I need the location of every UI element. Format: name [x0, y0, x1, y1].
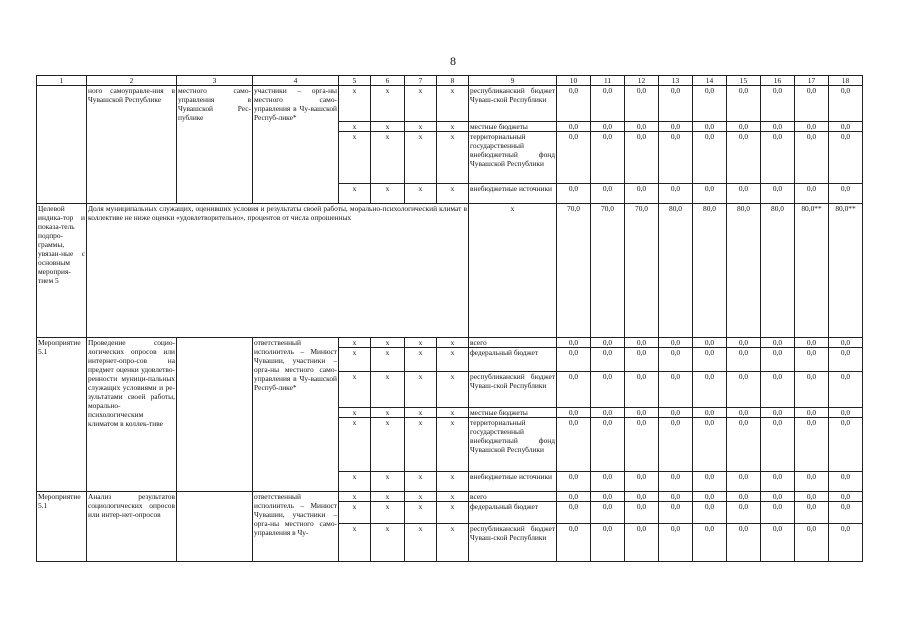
value-cell: 0,0	[591, 348, 625, 372]
funding-source: республиканский бюджет Чуваш-ской Республики	[469, 372, 557, 408]
value-cell: 0,0	[557, 338, 591, 348]
value-cell: 0,0	[727, 472, 761, 492]
value-cell: 0,0	[591, 408, 625, 418]
mark-cell: x	[437, 492, 469, 502]
header-cell: 15	[727, 76, 761, 86]
funding-source: территориальный государственный внебюджетный фонд Чувашской Республики	[469, 418, 557, 472]
value-cell: 0,0	[795, 338, 829, 348]
value-cell: 0,0	[761, 524, 795, 562]
participants-cell: ответственный исполнитель – Минюст Чувашии, участники – орга-ны местного само-управления в Чу-	[253, 492, 339, 562]
value-cell: 0,0	[693, 132, 727, 184]
mark-cell: x	[437, 122, 469, 132]
header-cell: 9	[469, 76, 557, 86]
value-cell: 0,0	[761, 132, 795, 184]
value-cell: 0,0	[829, 408, 863, 418]
value-cell: 0,0	[591, 338, 625, 348]
header-cell: 18	[829, 76, 863, 86]
funding-source: территориальный государственный внебюджетный фонд Чувашской Республики	[469, 132, 557, 184]
header-cell: 3	[177, 76, 253, 86]
value-cell: 0,0	[761, 348, 795, 372]
value-cell: 0,0	[591, 524, 625, 562]
mark-cell: x	[437, 524, 469, 562]
value-cell: 0,0	[557, 86, 591, 122]
mark-cell: x	[339, 372, 371, 408]
mark-cell: x	[405, 472, 437, 492]
value-cell: 70,0	[591, 204, 625, 338]
indicator-label: Целевой индика-тор и показа-тель подпро-граммы, увязан-ные с основным мероприя-тием 5	[37, 204, 87, 338]
value-cell: 0,0	[727, 338, 761, 348]
value-cell: 0,0	[727, 524, 761, 562]
funding-source: местные бюджеты	[469, 408, 557, 418]
funding-source: внебюджетные источники	[469, 184, 557, 204]
mark-cell: x	[405, 132, 437, 184]
value-cell: 0,0	[795, 472, 829, 492]
value-cell: 0,0	[795, 372, 829, 408]
executor-empty	[177, 492, 253, 562]
value-cell: 0,0	[727, 408, 761, 418]
mark-cell: x	[405, 348, 437, 372]
mark-cell: x	[339, 472, 371, 492]
indicator-text: Доля муниципальных служащих, оценивших условия и результаты своей работы, морально-психологический климат в коллективе не ниже оценки «удовлетворительно», процентов от числа опрошенных	[87, 204, 469, 338]
mark-cell: x	[405, 502, 437, 524]
header-cell: 8	[437, 76, 469, 86]
value-cell: 0,0	[727, 132, 761, 184]
value-cell: 0,0	[625, 524, 659, 562]
value-cell: 0,0	[591, 132, 625, 184]
mark-cell: x	[371, 408, 405, 418]
value-cell: 0,0	[557, 472, 591, 492]
mark-cell: x	[405, 122, 437, 132]
value-cell: 0,0	[795, 86, 829, 122]
value-cell: 0,0	[693, 472, 727, 492]
value-cell: 0,0	[727, 86, 761, 122]
mark-cell: x	[339, 502, 371, 524]
value-cell: 0,0	[829, 338, 863, 348]
participants-cell: ответственный исполнитель – Минюст Чувашии, участники – орга-ны местного само-управления в Чу-вашской Респуб-лике*	[253, 338, 339, 492]
value-cell: 0,0	[659, 502, 693, 524]
value-cell: 0,0	[829, 184, 863, 204]
value-cell: 0,0	[591, 372, 625, 408]
header-cell: 11	[591, 76, 625, 86]
value-cell: 0,0	[659, 348, 693, 372]
header-cell: 16	[761, 76, 795, 86]
mark-cell: x	[371, 524, 405, 562]
indicator-row	[37, 204, 863, 338]
mark-cell: x	[371, 418, 405, 472]
value-cell: 80,0	[693, 204, 727, 338]
mark-cell: x	[437, 502, 469, 524]
value-cell: 0,0	[659, 524, 693, 562]
value-cell: 0,0	[795, 184, 829, 204]
value-cell: 0,0	[591, 86, 625, 122]
mark-cell: x	[371, 472, 405, 492]
value-cell: 0,0	[659, 338, 693, 348]
funding-source: внебюджетные источники	[469, 472, 557, 492]
value-cell: 0,0	[693, 372, 727, 408]
funding-source: федеральный бюджет	[469, 348, 557, 372]
value-cell: 0,0	[591, 502, 625, 524]
value-cell: 0,0	[761, 502, 795, 524]
value-cell: 0,0	[557, 418, 591, 472]
value-cell: 0,0	[557, 408, 591, 418]
mark-cell: x	[437, 372, 469, 408]
mark-cell: x	[339, 348, 371, 372]
value-cell: 0,0	[591, 184, 625, 204]
value-cell: 0,0	[625, 372, 659, 408]
value-cell: 0,0	[795, 524, 829, 562]
value-cell: 0,0	[829, 372, 863, 408]
mark-cell: x	[437, 472, 469, 492]
funding-source: всего	[469, 338, 557, 348]
header-cell: 6	[371, 76, 405, 86]
measure-title: ного самоуправле-ния в Чувашской Республике	[87, 86, 177, 204]
value-cell: 0,0	[625, 184, 659, 204]
mark-cell: x	[339, 408, 371, 418]
value-cell: 0,0	[727, 122, 761, 132]
value-cell: 0,0	[761, 418, 795, 472]
mark-cell: x	[437, 184, 469, 204]
value-cell: 80,0	[761, 204, 795, 338]
mark-cell: x	[437, 418, 469, 472]
executor-empty	[177, 338, 253, 492]
value-cell: 0,0	[659, 132, 693, 184]
value-cell: 0,0	[659, 86, 693, 122]
mark-cell: x	[405, 86, 437, 122]
value-cell: 0,0	[557, 502, 591, 524]
value-cell: 0,0	[829, 418, 863, 472]
program-table	[36, 75, 863, 562]
value-cell: 0,0	[761, 408, 795, 418]
header-cell: 17	[795, 76, 829, 86]
mark-cell: x	[371, 502, 405, 524]
mark-cell: x	[371, 184, 405, 204]
value-cell: 0,0	[693, 348, 727, 372]
value-cell: 0,0	[761, 86, 795, 122]
value-cell: 0,0	[795, 122, 829, 132]
value-cell: 0,0	[829, 524, 863, 562]
header-cell: 7	[405, 76, 437, 86]
value-cell: 0,0	[727, 418, 761, 472]
mark-cell: x	[405, 524, 437, 562]
value-cell: 0,0	[829, 86, 863, 122]
mark-cell: x	[437, 348, 469, 372]
mark-cell: x	[405, 372, 437, 408]
value-cell: 0,0	[659, 372, 693, 408]
value-cell: 0,0	[693, 502, 727, 524]
value-cell: 0,0	[625, 122, 659, 132]
mark-cell: x	[339, 132, 371, 184]
value-cell: 0,0	[557, 372, 591, 408]
value-cell: 0,0	[625, 338, 659, 348]
value-cell: 0,0	[625, 418, 659, 472]
mark-cell: x	[405, 408, 437, 418]
mark-cell: x	[437, 86, 469, 122]
table-row	[37, 86, 863, 122]
header-cell: 14	[693, 76, 727, 86]
mark-cell: x	[339, 338, 371, 348]
value-cell: 0,0	[693, 338, 727, 348]
measure-label: Мероприятие 5.1	[37, 492, 87, 562]
value-cell: 0,0	[727, 348, 761, 372]
value-cell: 0,0	[761, 184, 795, 204]
mark-cell: x	[371, 132, 405, 184]
value-cell: 0,0	[693, 408, 727, 418]
value-cell: 0,0	[727, 492, 761, 502]
value-cell: 0,0	[829, 122, 863, 132]
value-cell: 0,0	[761, 122, 795, 132]
value-cell: 80,0	[659, 204, 693, 338]
mark-cell: x	[371, 348, 405, 372]
value-cell: 70,0	[557, 204, 591, 338]
header-cell: 5	[339, 76, 371, 86]
mark-cell: x	[339, 492, 371, 502]
value-cell: 0,0	[557, 132, 591, 184]
mark-cell: x	[405, 492, 437, 502]
value-cell: 0,0	[761, 372, 795, 408]
mark-cell: x	[405, 338, 437, 348]
value-cell: 0,0	[795, 348, 829, 372]
mark-cell: x	[437, 338, 469, 348]
value-cell: 0,0	[625, 492, 659, 502]
mark-cell: x	[437, 408, 469, 418]
value-cell: 0,0	[625, 348, 659, 372]
table-row	[37, 492, 863, 502]
value-cell: 0,0	[591, 472, 625, 492]
value-cell: 0,0	[557, 122, 591, 132]
value-cell: 0,0	[727, 502, 761, 524]
header-cell: 2	[87, 76, 177, 86]
value-cell: 0,0	[625, 502, 659, 524]
header-cell: 4	[253, 76, 339, 86]
value-cell: 0,0	[625, 472, 659, 492]
value-cell: 0,0	[727, 372, 761, 408]
table-row	[37, 338, 863, 348]
value-cell: 0,0	[625, 132, 659, 184]
value-cell: 70,0	[625, 204, 659, 338]
value-cell: 0,0	[761, 492, 795, 502]
value-cell: 0,0	[557, 184, 591, 204]
funding-source: всего	[469, 492, 557, 502]
value-cell: 0,0	[693, 122, 727, 132]
value-cell: 0,0	[659, 122, 693, 132]
value-cell: 0,0	[659, 418, 693, 472]
value-cell: 0,0	[557, 348, 591, 372]
mark-cell: x	[371, 122, 405, 132]
value-cell: 0,0	[829, 502, 863, 524]
mark-cell: x	[339, 184, 371, 204]
mark-cell: x	[405, 184, 437, 204]
header-cell: 10	[557, 76, 591, 86]
mark-cell: x	[405, 418, 437, 472]
value-cell: 0,0	[795, 502, 829, 524]
header-cell: 1	[37, 76, 87, 86]
value-cell: 0,0	[795, 492, 829, 502]
measure-label: Мероприятие 5.1	[37, 338, 87, 492]
value-cell: 0,0	[693, 524, 727, 562]
mark-cell: x	[371, 372, 405, 408]
value-cell: 0,0	[591, 492, 625, 502]
value-cell: 0,0	[693, 492, 727, 502]
value-cell: 0,0	[761, 338, 795, 348]
value-cell: 0,0	[659, 472, 693, 492]
value-cell: 0,0	[727, 184, 761, 204]
value-cell: 0,0	[829, 472, 863, 492]
mark-cell: x	[371, 338, 405, 348]
mark-cell: x	[469, 204, 557, 338]
value-cell: 0,0	[795, 418, 829, 472]
value-cell: 0,0	[795, 408, 829, 418]
value-cell: 0,0	[659, 184, 693, 204]
value-cell: 0,0	[693, 184, 727, 204]
value-cell: 0,0	[625, 86, 659, 122]
value-cell: 0,0	[795, 132, 829, 184]
funding-source: федеральный бюджет	[469, 502, 557, 524]
value-cell: 0,0	[659, 492, 693, 502]
header-cell: 13	[659, 76, 693, 86]
mark-cell: x	[339, 86, 371, 122]
mark-cell: x	[339, 524, 371, 562]
executor-cell: местного само-управления в Чувашской Рес-публике	[177, 86, 253, 204]
value-cell: 0,0	[557, 492, 591, 502]
value-cell: 0,0	[625, 408, 659, 418]
measure-title: Анализ результатов социологических опросов или интер-нет-опросов	[87, 492, 177, 562]
value-cell: 0,0	[693, 86, 727, 122]
value-cell: 0,0	[591, 418, 625, 472]
header-cell: 12	[625, 76, 659, 86]
mark-cell: x	[371, 492, 405, 502]
funding-source: республиканский бюджет Чуваш-ской Республики	[469, 86, 557, 122]
col1-empty	[37, 86, 87, 204]
value-cell: 80,0**	[829, 204, 863, 338]
value-cell: 0,0	[659, 408, 693, 418]
value-cell: 80,0**	[795, 204, 829, 338]
value-cell: 0,0	[829, 348, 863, 372]
funding-source: республиканский бюджет Чуваш-ской Республики	[469, 524, 557, 562]
value-cell: 0,0	[557, 524, 591, 562]
participants-cell: участники – орга-ны местного само-управления в Чу-вашской Респуб-лике*	[253, 86, 339, 204]
value-cell: 0,0	[761, 472, 795, 492]
value-cell: 0,0	[829, 132, 863, 184]
measure-title: Проведение социо-логических опросов или интернет-опро-сов на предмет оценки удовлетво-ренности муници-пальных служащих условиями и ре-зультатами своей работы, морально-психологическим климатом в коллек-тиве	[87, 338, 177, 492]
value-cell: 80,0	[727, 204, 761, 338]
mark-cell: x	[339, 122, 371, 132]
mark-cell: x	[437, 132, 469, 184]
value-cell: 0,0	[591, 122, 625, 132]
page-number: 8	[450, 54, 456, 68]
mark-cell: x	[371, 86, 405, 122]
funding-source: местные бюджеты	[469, 122, 557, 132]
mark-cell: x	[339, 418, 371, 472]
value-cell: 0,0	[693, 418, 727, 472]
header-row	[37, 76, 863, 86]
value-cell: 0,0	[829, 492, 863, 502]
